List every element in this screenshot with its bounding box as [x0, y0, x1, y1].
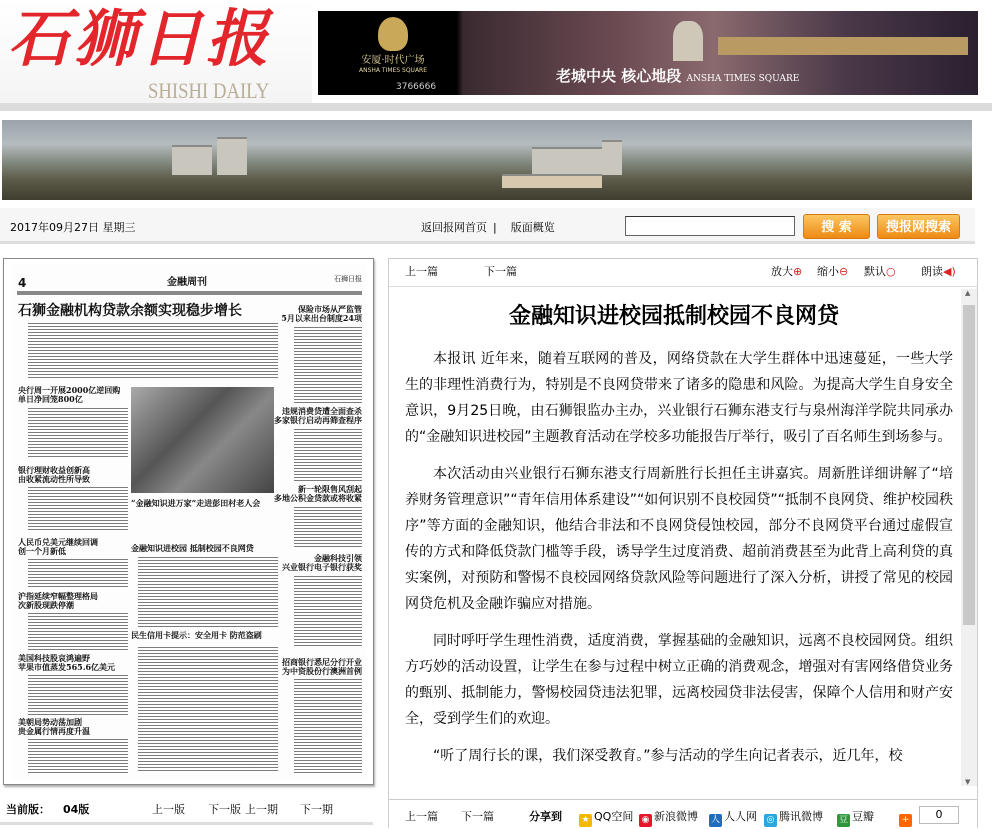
paper-headline[interactable]: 金融知识进校园 抵制校园不良网贷 — [131, 543, 254, 553]
header-divider — [0, 103, 992, 111]
share-bar — [389, 799, 977, 829]
zoom-in-button[interactable]: 放大⊕ — [771, 265, 803, 278]
share-douban[interactable]: 豆 豆瓣 — [838, 810, 874, 825]
paper-headline[interactable]: 央行周一开展2000亿逆回购 单日净回笼800亿 — [18, 385, 121, 404]
weibo-icon: ◉ — [639, 814, 652, 827]
paper-headline[interactable]: 美国科技股哀鸿遍野 苹果市值蒸发565.6亿美元 — [18, 653, 116, 672]
paper-headline[interactable]: “金融知识进万家”走进彭田村老人会 — [131, 498, 261, 508]
masthead-small: 石狮日报 — [334, 275, 362, 283]
next-issue-link[interactable]: 下一期 — [300, 803, 333, 816]
article-scrollbar[interactable] — [961, 289, 977, 786]
search-button[interactable]: 搜 索 — [803, 214, 870, 239]
circle-icon: ○ — [886, 265, 896, 278]
section-name: 金融周刊 — [167, 277, 207, 288]
next-article-link-bottom[interactable]: 下一篇 — [461, 810, 494, 823]
scroll-down-icon[interactable]: ▼ — [965, 778, 971, 786]
link-separator: | — [493, 221, 497, 234]
minus-circle-icon: ⊖ — [839, 265, 849, 278]
site-search-button[interactable]: 搜报网搜索 — [877, 214, 960, 239]
logo-chinese: 石狮日报 — [8, 2, 273, 75]
city-panorama-banner — [2, 120, 972, 200]
paper-headline[interactable]: 银行理财收益创新高 由收紧流动性所导致 — [18, 465, 90, 484]
home-link[interactable]: 返回报网首页 — [421, 221, 487, 234]
newspaper-page-image[interactable] — [12, 265, 366, 780]
logo-english: SHISHI DAILY — [148, 78, 270, 103]
scrollbar-thumb[interactable] — [963, 305, 975, 625]
current-page-value: 04版 — [63, 803, 90, 816]
prev-page-link[interactable]: 上一版 — [152, 803, 185, 816]
share-qzone[interactable]: ★ QQ空间 — [579, 810, 633, 827]
page-number: 4 — [18, 276, 27, 290]
prev-issue-link[interactable]: 上一期 — [245, 803, 278, 816]
share-more[interactable] — [899, 810, 914, 827]
paper-headline[interactable]: 违规消费贷遭全面查杀 多家银行启动再筛查程序 — [274, 406, 362, 425]
search-input[interactable] — [625, 216, 795, 236]
paper-headline[interactable]: 人民币兑美元继续回调 创一个月新低 — [18, 537, 98, 556]
paper-headline[interactable]: 民生信用卡提示：安全用卡 防范盗刷 — [131, 630, 262, 640]
share-count: 0 — [919, 806, 959, 824]
article-toolbar — [389, 259, 977, 287]
share-weibo[interactable]: ◉ 新浪微博 — [639, 810, 698, 827]
page-navigation — [0, 790, 380, 828]
paper-headline[interactable]: 保险市场从严监管 5月以来出台制度24项 — [281, 304, 362, 323]
default-size-button[interactable]: 默认○ — [864, 265, 896, 278]
zoom-out-button[interactable]: 缩小⊖ — [817, 265, 849, 278]
read-aloud-button[interactable]: 朗读◀) — [921, 265, 956, 278]
share-tencent-weibo[interactable]: ◎ 腾讯微博 — [764, 810, 823, 827]
toolbar-links — [421, 221, 561, 234]
newspaper-page-panel — [3, 258, 374, 785]
article-body — [405, 346, 953, 796]
next-page-link[interactable]: 下一版 — [208, 803, 241, 816]
ad-building-graphic — [718, 37, 968, 55]
ad-slogan: 老城中央 核心地段 ANSHA TIMES SQUARE — [556, 67, 800, 85]
share-renren[interactable]: 人 人人网 — [710, 810, 757, 825]
ad-tower-graphic — [673, 21, 703, 61]
paper-headline[interactable]: 新一轮限售风刮起 多地公积金贷款或将收紧 — [274, 484, 362, 503]
next-article-link[interactable]: 下一篇 — [484, 265, 517, 278]
speaker-icon: ◀) — [943, 265, 956, 278]
article-title: 金融知识进校园抵制校园不良网贷 — [508, 304, 839, 329]
paper-headline[interactable]: 石狮金融机构贷款余额实现稳步增长 — [18, 303, 242, 319]
prev-article-link-bottom[interactable]: 上一篇 — [405, 810, 438, 823]
article-paragraph: “听了周行长的课，我们深受教育。”参与活动的学生向记者表示，近几年，校 — [433, 748, 903, 764]
renren-icon: 人 — [710, 815, 720, 825]
qzone-icon: ★ — [579, 814, 592, 827]
article-paragraph: 本报讯 近年来，随着互联网的普及，网络贷款在大学生群体中迅速蔓延，一些大学生的非理性消费行为，特别是不良网贷带来了诸多的隐患和风险。为提高大学生自身安全意识，9月25日晚，由石狮银监办主办，兴业银行石狮东港支行与泉州海洋学院共同承办的“金融知识进校园”主题教育活动在学校多功能报告厅举行，吸引了百名师生到场参与。 — [405, 351, 953, 445]
current-page-label: 当前版： — [6, 803, 50, 816]
plus-icon: + — [899, 814, 912, 827]
ad-emblem-icon — [378, 17, 408, 51]
article-paragraph: 本次活动由兴业银行石狮东港支行周新胜行长担任主讲嘉宾。周新胜详细讲解了“培养财务管理意识”“青年信用体系建设”“如何识别不良校园贷”“抵制不良网贷、维护校园秩序”等方面的金融知识，他结合非法和不良网贷侵蚀校园，部分不良网贷平台通过虚假宣传的方式和降低贷款门槛等手段，诱导学生过度消费、超前消费甚至为此背上高利贷的真实案例，对预防和警惕不良校园网络贷款风险等问题进行了深入分析，讲授了常见的校园网贷危机及金融诈骗应对措施。 — [405, 466, 953, 612]
paper-headline[interactable]: 招商银行悉尼分行开业 为中资股份行澳洲首例 — [282, 657, 362, 676]
banner-ad[interactable] — [318, 11, 978, 95]
section-rule — [17, 291, 362, 295]
tencent-weibo-icon: ◎ — [764, 814, 777, 827]
article-panel — [388, 258, 978, 828]
prev-article-link[interactable]: 上一篇 — [405, 265, 438, 278]
ad-phone: 3766666 — [396, 82, 437, 92]
ad-brand: 安厦·时代广场 ANSHA TIMES SQUARE — [358, 55, 428, 74]
plus-circle-icon: ⊕ — [793, 265, 803, 278]
current-date: 2017年09月27日 星期三 — [10, 221, 136, 234]
overview-link[interactable]: 版面概览 — [510, 221, 555, 234]
scroll-up-icon[interactable]: ▲ — [965, 289, 971, 297]
paper-headline[interactable]: 沪指延续窄幅整理格局 次新股现跌停潮 — [18, 591, 98, 610]
douban-icon: 豆 — [838, 815, 848, 825]
paper-headline[interactable]: 金融科技引领 兴业银行电子银行获奖 — [282, 553, 362, 572]
article-paragraph: 同时呼吁学生理性消费，适度消费，掌握基础的金融知识，远离不良校园网贷。组织方巧妙的活动设置，让学生在参与过程中树立正确的消费观念，增强对有害网络借贷业务的甄别、抵制能力，警惕校园贷违法犯罪，远离校园贷非法侵害，保障个人信用和财产安全，受到学生们的欢迎。 — [405, 633, 953, 727]
paper-headline[interactable]: 美朝局势动荡加剧 贵金属行情再度升温 — [18, 717, 90, 736]
site-logo[interactable] — [0, 0, 312, 105]
news-photo[interactable] — [131, 387, 274, 493]
bottom-divider — [0, 822, 373, 825]
share-label: 分享到 — [529, 810, 562, 823]
